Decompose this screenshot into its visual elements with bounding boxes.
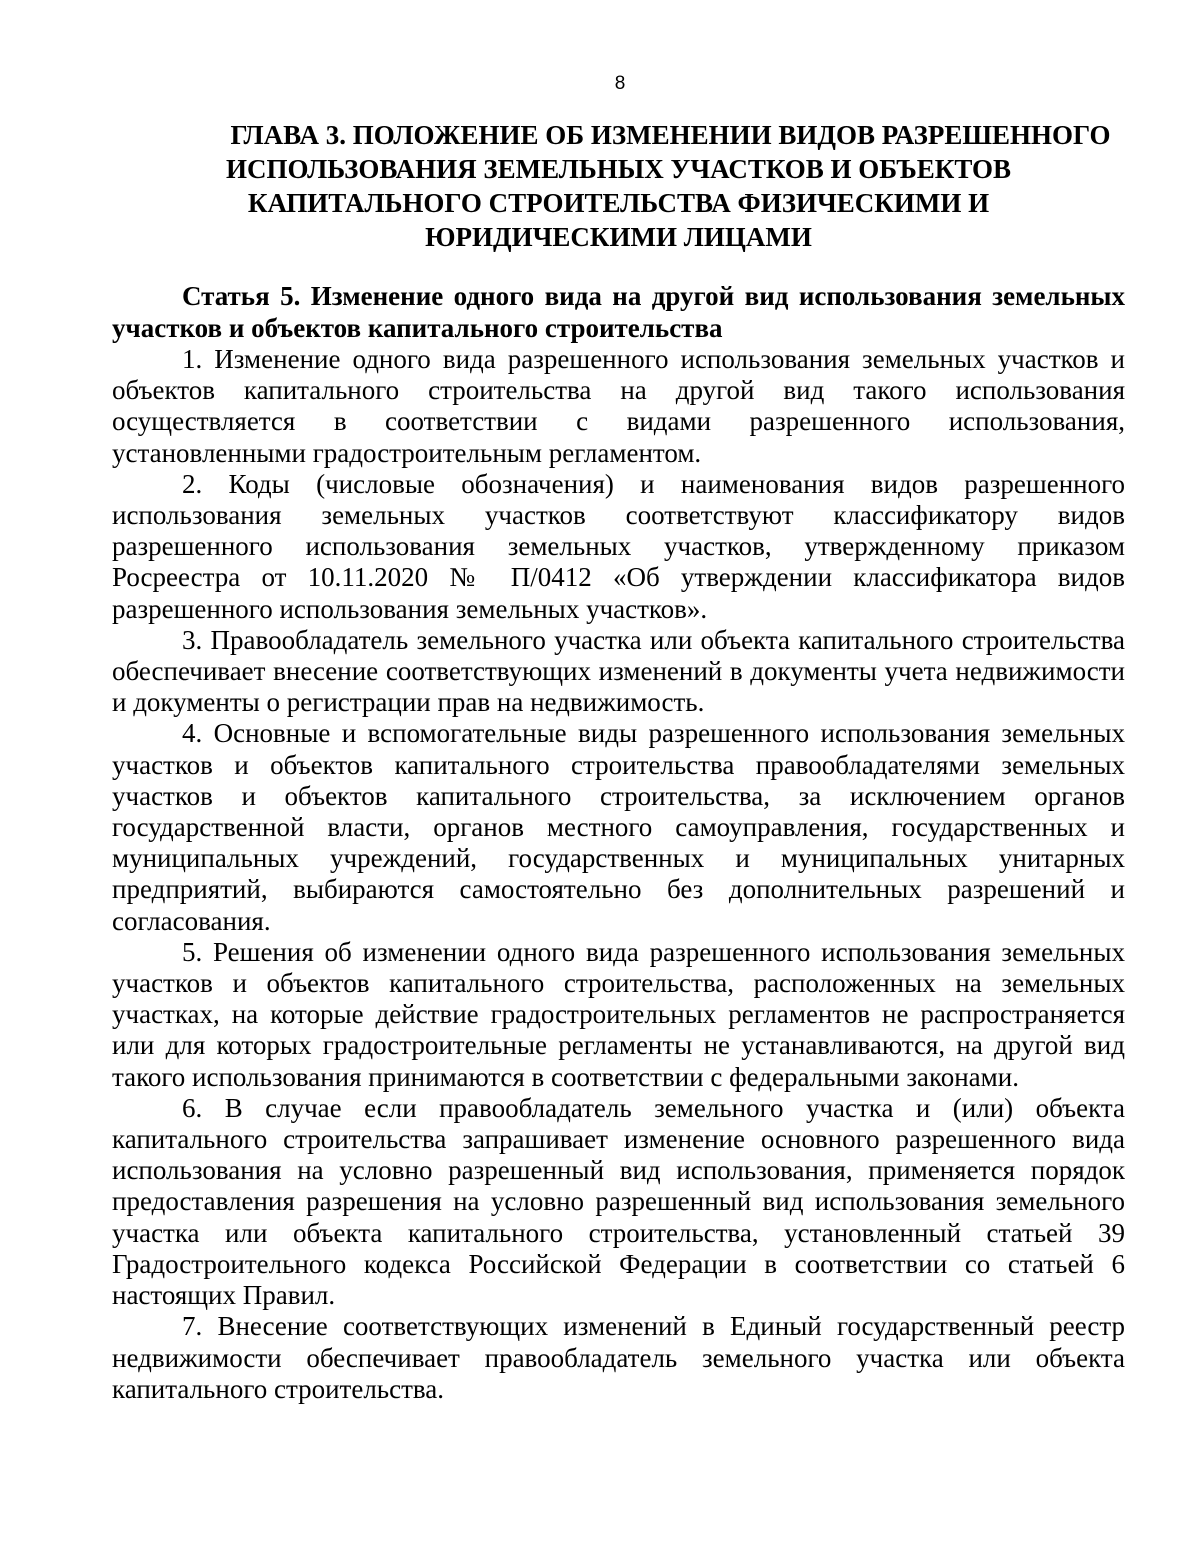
paragraph-3: 3. Правообладатель земельного участка или объекта капитального строительства обеспечивает внесение соответствующих изменений в документы учета недвижимости и документы о регистрации прав на недвижимость. (112, 624, 1125, 718)
chapter-title-line-1: ГЛАВА 3. ПОЛОЖЕНИЕ ОБ ИЗМЕНЕНИИ ВИДОВ РАЗРЕШЕННОГО (230, 120, 1111, 150)
article-heading: Статья 5. Изменение одного вида на другой вид использования земельных участков и объектов капитального строительства (112, 281, 1125, 343)
chapter-title (112, 118, 1125, 254)
paragraph-4: 4. Основные и вспомогательные виды разрешенного использования земельных участков и объектов капитального строительства правообладателями земельных участков и объектов капитального строительства, за исключением органов государственной власти, органов местного самоуправления, государственных и муниципальных учреждений, государственных и муниципальных унитарных предприятий, выбираются самостоятельно без дополнительных разрешений и согласования. (112, 718, 1125, 936)
article-5 (112, 280, 1125, 1405)
chapter-title-line-2: ИСПОЛЬЗОВАНИЯ ЗЕМЕЛЬНЫХ УЧАСТКОВ И ОБЪЕКТОВ (226, 154, 1011, 184)
page-number: 8 (614, 73, 626, 94)
chapter-title-line-4: ЮРИДИЧЕСКИМИ ЛИЦАМИ (425, 222, 812, 252)
paragraph-7: 7. Внесение соответствующих изменений в Единый государственный реестр недвижимости обеспечивает правообладатель земельного участка или объекта капитального строительства. (112, 1311, 1125, 1404)
paragraph-2: 2. Коды (числовые обозначения) и наименования видов разрешенного использования земельных участков соответствуют классификатору видов разрешенного использования земельных участков, утвержденному приказом Росреестра от 10.11.2020 № П/0412 «Об утверждении классификатора видов разрешенного использования земельных участков». (112, 468, 1125, 624)
paragraph-1: 1. Изменение одного вида разрешенного использования земельных участков и объектов капитального строительства на другой вид такого использования осуществляется в соответствии с видами разрешенного использования, установленными градостроительным регламентом. (112, 344, 1125, 468)
paragraph-5: 5. Решения об изменении одного вида разрешенного использования земельных участков и объектов капитального строительства, расположенных на земельных участках, на которые действие градостроительных регламентов не распространяется или для которых градостроительные регламенты не устанавливаются, на другой вид такого использования принимаются в соответствии с федеральными законами. (112, 936, 1125, 1092)
chapter-title-line-3: КАПИТАЛЬНОГО СТРОИТЕЛЬСТВА ФИЗИЧЕСКИМИ И (247, 188, 990, 218)
paragraph-6: 6. В случае если правообладатель земельного участка и (или) объекта капитального строительства запрашивает изменение основного разрешенного вида использования на условно разрешенный вид использования, применяется порядок предоставления разрешения на условно разрешенный вид использования земельного участка или объекта капитального строительства, установленный статьей 39 Градостроительного кодекса Российской Федерации в соответствии со статьей 6 настоящих Правил. (112, 1092, 1125, 1311)
